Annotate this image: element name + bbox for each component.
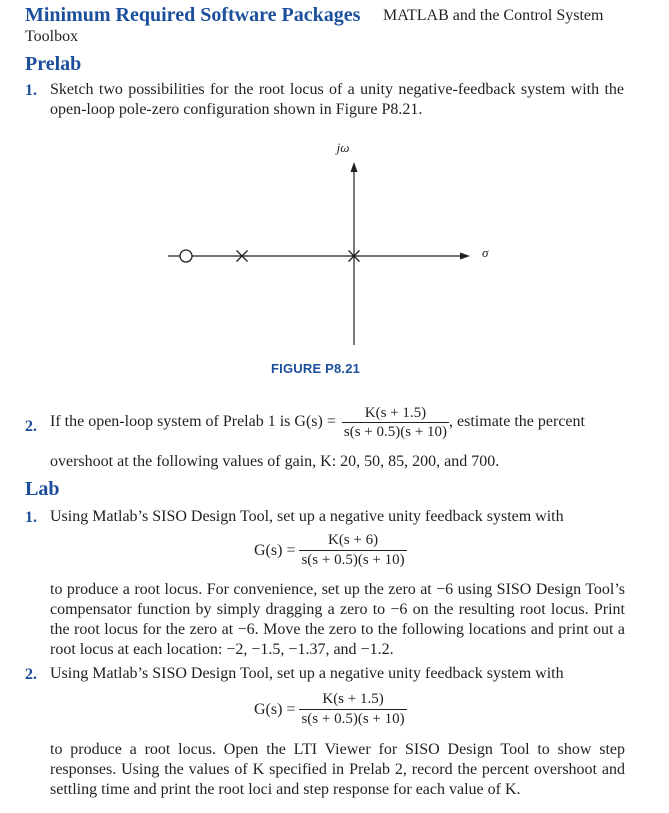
lab-item2-fraction (299, 690, 406, 729)
zero-marker (180, 250, 192, 262)
page-title: Minimum Required Software Packages (25, 4, 361, 26)
equation-lhs: G(s) = (254, 541, 296, 559)
fraction-numerator: K(s + 1.5) (364, 405, 427, 421)
sigma-axis-label: σ (482, 245, 489, 260)
lab-item2-intro: Using Matlab’s SISO Design Tool, set up a negative unity feedback system with (50, 665, 564, 682)
pole-zero-figure (160, 140, 500, 355)
lab-item1-equation (254, 531, 407, 570)
lab-item1-body: to produce a root locus. For convenience, set up the zero at −6 using SISO Design Tool’s compensator function by simply dragging a zero to −6 on the resulting root locus. Print the root locus for the zero at −6. Move the zero to the following locations and print out a root locus at each location: −2, −1.5, −1.37, and −1.2. (50, 581, 625, 658)
fraction-denominator: s(s + 0.5)(s + 10) (301, 552, 405, 568)
lab-item2-number: 2. (25, 666, 37, 683)
prelab-item2-line2: overshoot at the following values of gain, K: 20, 50, 85, 200, and 700. (50, 453, 500, 470)
page-subtitle-continued: Toolbox (25, 28, 79, 45)
prelab-item2-text-after: , estimate the percent (449, 413, 585, 431)
lab-heading: Lab (25, 478, 60, 500)
prelab-item2-fraction (342, 404, 449, 441)
fraction-denominator: s(s + 0.5)(s + 10) (301, 711, 405, 727)
real-axis-arrow (460, 253, 470, 260)
fraction-numerator: K(s + 6) (327, 532, 379, 548)
fraction-denominator: s(s + 0.5)(s + 10) (343, 424, 448, 440)
prelab-item2-number: 2. (25, 418, 37, 435)
prelab-heading: Prelab (25, 53, 82, 75)
prelab-item1-text: Sketch two possibilities for the root locus of a unity negative-feedback system with the open-loop pole-zero configuration shown in Figure P8.21. (50, 81, 624, 118)
page-subtitle: MATLAB and the Control System (383, 7, 604, 24)
prelab-item2-line1 (50, 404, 625, 441)
lab-item2-body: to produce a root locus. Open the LTI Viewer for SISO Design Tool to show step responses. Using the values of K specified in Prelab 2, record the percent overshoot and settling time and print the root loci and step response for each value of K. (50, 741, 625, 798)
lab-item1-fraction (299, 531, 406, 570)
lab-item1-intro: Using Matlab’s SISO Design Tool, set up a negative unity feedback system with (50, 508, 564, 525)
prelab-item1-number: 1. (25, 82, 37, 99)
lab-item2-equation (254, 690, 407, 729)
figure-caption: FIGURE P8.21 (271, 361, 361, 376)
prelab-item2-text-before: If the open-loop system of Prelab 1 is G(s) = (50, 413, 336, 431)
jw-axis-label: jω (336, 140, 350, 155)
fraction-numerator: K(s + 1.5) (322, 691, 384, 707)
lab-item1-number: 1. (25, 509, 37, 526)
imaginary-axis-arrow (351, 162, 358, 172)
equation-lhs: G(s) = (254, 700, 296, 718)
